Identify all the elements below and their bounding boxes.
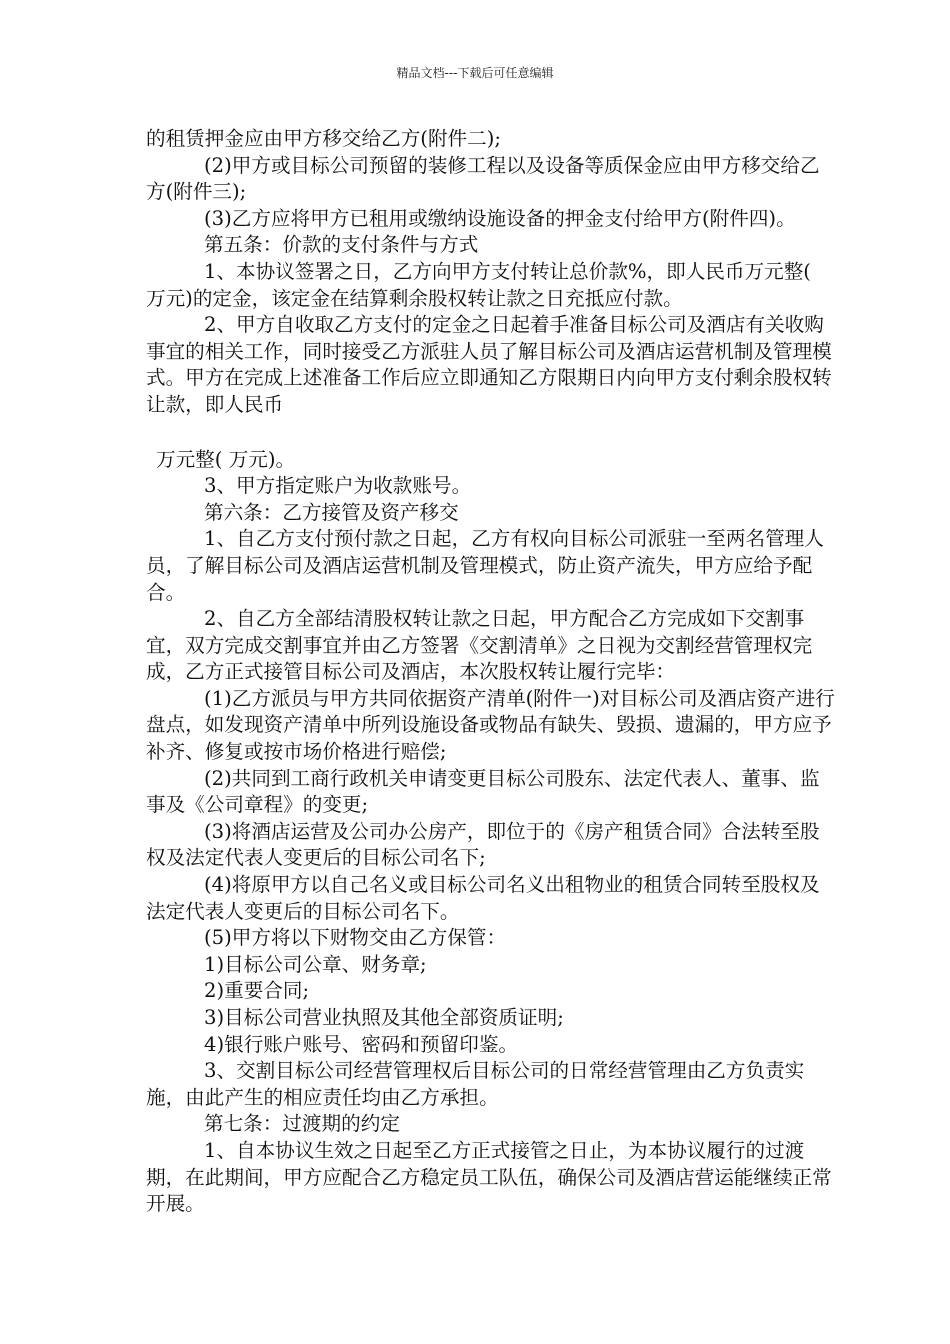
paragraph: 3、交割目标公司经营管理权后目标公司的日常经营管理由乙方负责实施，由此产生的相应责任均由乙方承担。 — [146, 1059, 805, 1109]
list-item: 4)银行账户账号、密码和预留印鉴。 — [204, 1032, 519, 1056]
paragraph: 万元整( 万元)。 — [156, 447, 296, 471]
blank-line — [146, 419, 836, 447]
page-header: 精品文档---下载后可任意编辑 — [396, 66, 554, 80]
section-heading: 第七条：过渡期的约定 — [204, 1112, 400, 1136]
paragraph: 3、甲方指定账户为收款账号。 — [204, 474, 472, 498]
paragraph: 1、本协议签署之日，乙方向甲方支付转让总价款%，即人民币万元整( 万元)的定金，该定金在结算剩余股权转让款之日充抵应付款。 — [146, 259, 818, 310]
paragraph: (4)将原甲方以自己名义或目标公司名义出租物业的租赁合同转至股权及法定代表人变更后的目标公司名下。 — [146, 873, 820, 923]
paragraph: 2、自乙方全部结清股权转让款之日起，甲方配合乙方完成如下交割事宜，双方完成交割事宜并由乙方签署《交割清单》之日视为交割经营管理权完成，乙方正式接管目标公司及酒店，本次股权转让履行完毕： — [146, 607, 813, 684]
paragraph: (5)甲方将以下财物交由乙方保管： — [204, 926, 507, 950]
paragraph: 1、自本协议生效之日起至乙方正式接管之日止，为本协议履行的过渡期，在此期间，甲方应配合乙方稳定员工队伍，确保公司及酒店营运能继续正常开展。 — [146, 1138, 832, 1216]
paragraph: (2)共同到工商行政机关申请变更目标公司股东、法定代表人、董事、监事及《公司章程》的变更; — [146, 766, 820, 817]
paragraph: 的租赁押金应由甲方移交给乙方(附件二); — [146, 127, 501, 150]
paragraph: 2、甲方自收取乙方支付的定金之日起着手准备目标公司及酒店有关收购事宜的相关工作，同时接受乙方派驻人员了解目标公司及酒店运营机制及管理模式。甲方在完成上述准备工作后应立即通知乙方限期日内向甲方支付剩余股权转让款，即人民币 — [146, 313, 832, 416]
section-heading: 第五条：价款的支付条件与方式 — [204, 233, 479, 257]
list-item: 2)重要合同; — [204, 979, 310, 1003]
paragraph: 1、自乙方支付预付款之日起，乙方有权向目标公司派驻一至两名管理人员，了解目标公司及酒店运营机制及管理模式，防止资产流失，甲方应给予配合。 — [146, 527, 824, 604]
paragraph: (3)将酒店运营及公司办公房产，即位于的《房产租赁合同》合法转至股权及法定代表人变更后的目标公司名下; — [146, 819, 820, 870]
document-body — [146, 126, 836, 1218]
section-heading: 第六条：乙方接管及资产移交 — [204, 500, 459, 524]
paragraph: (3)乙方应将甲方已租用或缴纳设施设备的押金支付给甲方(附件四)。 — [204, 206, 796, 230]
list-item: 3)目标公司营业执照及其他全部资质证明; — [204, 1006, 564, 1029]
paragraph: (1)乙方派员与甲方共同依据资产清单(附件一)对目标公司及酒店资产进行盘点，如发现资产清单中所列设施设备或物品有缺失、毁损、遗漏的，甲方应予补齐、修复或按市场价格进行赔偿; — [146, 686, 835, 764]
list-item: 1)目标公司公章、财务章; — [204, 952, 427, 976]
paragraph: (2)甲方或目标公司预留的装修工程以及设备等质保金应由甲方移交给乙方(附件三); — [146, 153, 820, 204]
